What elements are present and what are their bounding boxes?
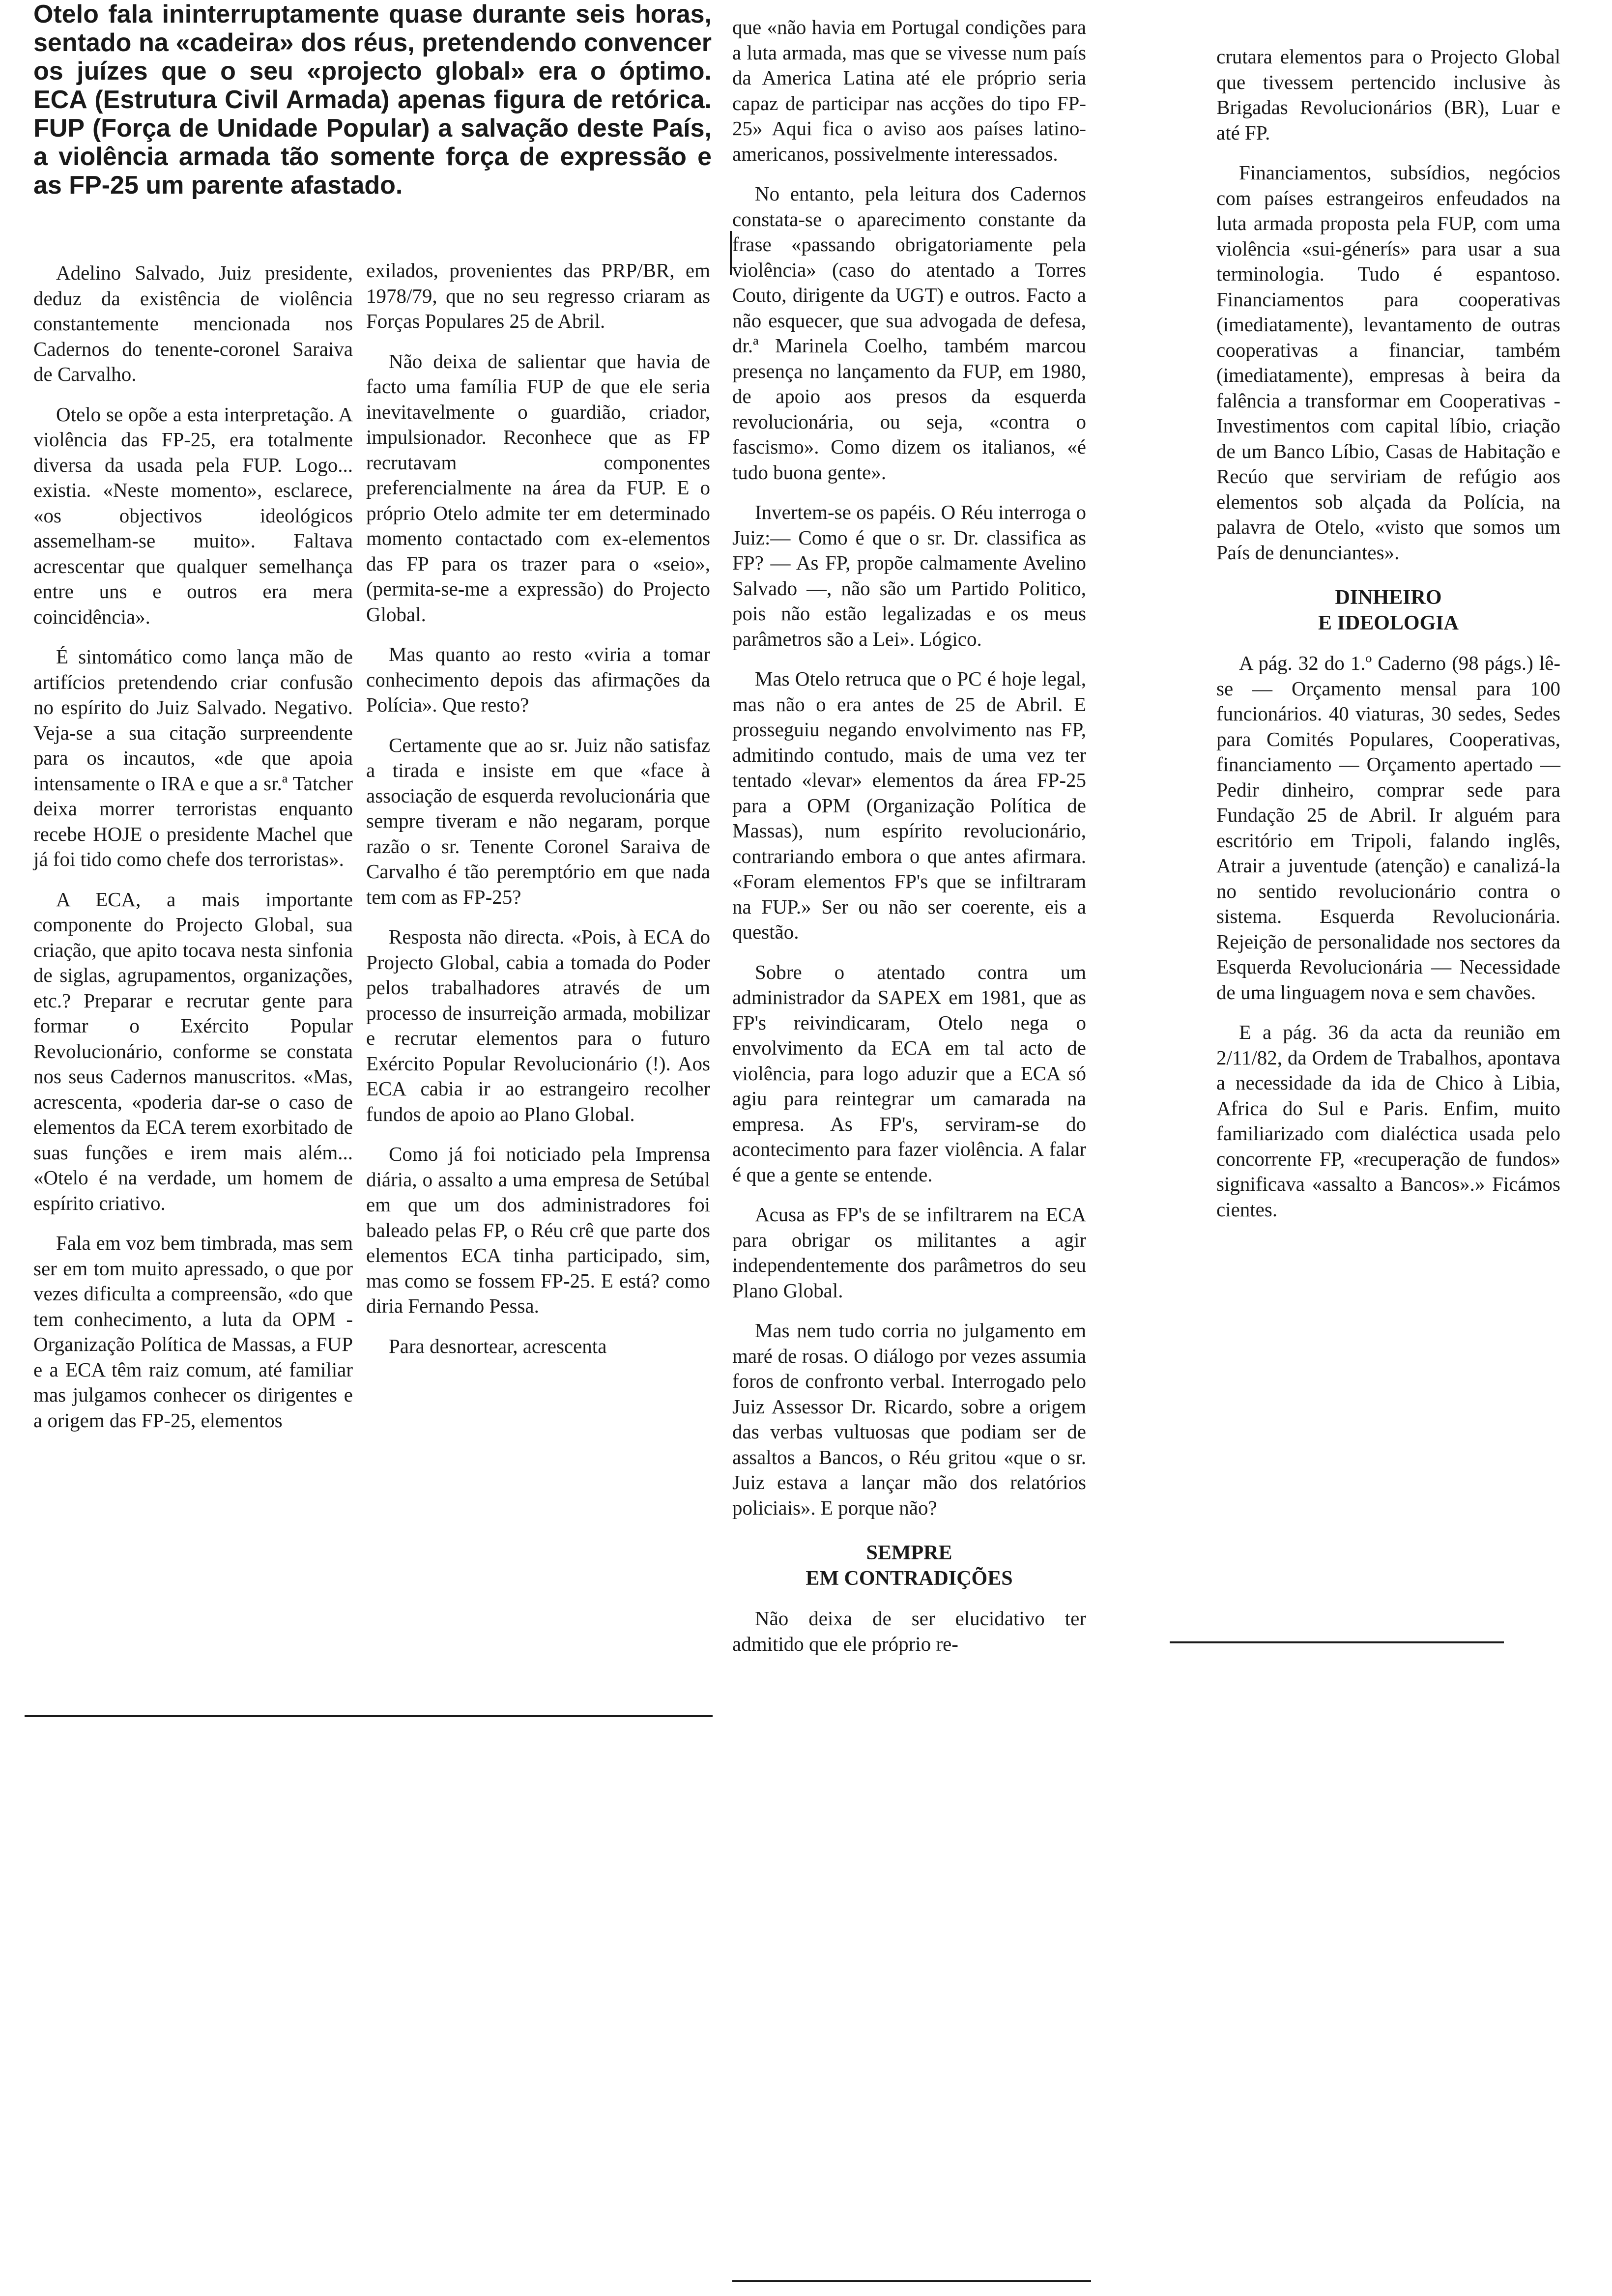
paragraph: E a pág. 36 da acta da reunião em 2/11/82, da Ordem de Trabalhos, apontava a necessidade da ida de Chico à Libia, Africa do Sul e Paris. Enfim, muito familiarizado com dialéctica usada pelo concorrente FP, «recuperação de fundos» significava «assalto a Bancos».» Ficámos cientes. (1216, 1021, 1560, 1221)
paragraph: Financiamentos, subsídios, negócios com países estrangeiros enfeudados na luta armada proposta pela FUP, com uma violência «sui-génerís» para usar a sua terminologia. Tudo é espantoso. Financiamentos para cooperativas (imediatamente), levantamento de outras cooperativas a financiar, também (imediatamente), empresas à beira da falência a transformar em Cooperativas - Investimentos com capital líbio, criação de um Banco Líbio, Casas de Habitação e Recúo que serviriam de refúgio aos elementos sob alçada da Polícia, na palavra de Otelo, «visto que somos um País de denunciantes». (1216, 161, 1560, 564)
column-4 (1216, 44, 1560, 1237)
column-1 (33, 260, 353, 1448)
paragraph: A ECA, a mais importante componente do Projecto Global, sua criação, que apito tocava nesta sinfonia de siglas, agrupamentos, organizações, etc.? Preparar e recrutar gente para formar o Exército Popular Revolucionário, conforme se constata nos seus Cadernos manuscritos. «Mas, acrescenta, «poderia dar-se o caso de elementos da ECA terem exorbitado de suas funções e irem mais além... «Otelo é na verdade, um homem de espírito criativo. (33, 888, 353, 1214)
paragraph: Invertem-se os papéis. O Réu interroga o Juiz:— Como é que o sr. Dr. classifica as FP? — As FP, propõe calmamente Avelino Salvado —, não são um Partido Politico, pois não estão legalizadas e os meus parâmetros são a Lei». Lógico. (732, 501, 1086, 650)
subheading-line: EM CONTRADIÇÕES (806, 1567, 1013, 1590)
lead-paragraph: Otelo fala ininterruptamente quase durante seis horas, sentado na «cadeira» dos réus, pretendendo convencer os juízes que o seu «projecto global» era o óptimo. ECA (Estrutura Civil Armada) apenas figura de retórica. FUP (Força de Unidade Popular) a salvação deste País, a violência armada tão somente força de expressão e as FP-25 um parente afastado. (33, 0, 712, 200)
paragraph: É sintomático como lança mão de artifícios pretendendo criar confusão no espírito do Juiz Salvado. Negativo. Veja-se a sua citação surpreendente para os incautos, «de que apoia intensamente o IRA e que a sr.ª Tatcher deixa morrer terroristas enquanto recebe HOJE o presidente Machel que já foi tido como chefe dos terroristas». (33, 645, 353, 870)
subheading-line: SEMPRE (866, 1542, 952, 1564)
subheading-line: E IDEOLOGIA (1318, 612, 1459, 634)
subheading-line: DINHEIRO (1335, 586, 1442, 609)
paragraph: Acusa as FP's de se infiltrarem na ECA para obrigar os militantes a agir independentemente dos parâmetros do seu Plano Global. (732, 1203, 1086, 1302)
paragraph: Mas nem tudo corria no julgamento em maré de rosas. O diálogo por vezes assumia foros de confronto verbal. Interrogado pelo Juiz Assessor Dr. Ricardo, sobre a origem das verbas vultuosas que podiam ser de assaltos a Bancos, o Réu gritou «que o sr. Juiz estava a lançar mão dos relatórios policiais». E porque não? (732, 1319, 1086, 1519)
paragraph: Resposta não directa. «Pois, à ECA do Projecto Global, cabia a tomada do Poder pelos trabalhadores através de um processo de insurreição armada, mobilizar e recrutar elementos para o futuro Exército Popular Revolucionário (!). Aos ECA cabia ir ao estrangeiro recolher fundos de apoio ao Plano Global. (366, 925, 710, 1125)
paragraph: crutara elementos para o Projecto Global que tivessem pertencido inclusive às Brigadas Revolucionários (BR), Luar e até FP. (1216, 45, 1560, 144)
bottom-rule-left (25, 1715, 713, 1717)
paragraph: Não deixa de ser elucidativo ter admitido que ele próprio re- (732, 1607, 1086, 1655)
paragraph: Mas quanto ao resto «viria a tomar conhecimento depois das afirmações da Polícia». Que resto? (366, 643, 710, 716)
paragraph: Sobre o atentado contra um administrador da SAPEX em 1981, que as FP's reivindicaram, Otelo nega o envolvimento da ECA em tal acto de violência, para logo aduzir que a ECA só agiu para reintegrar um camarada na empresa. As FP's, serviram-se do acontecimento para fazer violência. A falar é que a gente se entende. (732, 960, 1086, 1186)
paragraph: Para desnortear, acrescenta (389, 1334, 607, 1357)
column-divider (730, 231, 732, 275)
paragraph: Como já foi noticiado pela Imprensa diária, o assalto a uma empresa de Setúbal em que um dos administradores foi baleado pelas FP, o Réu crê que parte dos elementos ECA tinha participado, sim, mas como se fossem FP-25. E está? como diria Fernando Pessa. (366, 1143, 710, 1317)
paragraph: Certamente que ao sr. Juiz não satisfaz a tirada e insiste em que «face à associação de esquerda revolucionária que sempre tiveram e não negaram, porque razão o sr. Tenente Coronel Saraiva de Carvalho é tão peremptório em que nada tem com as FP-25? (366, 733, 710, 908)
paragraph: No entanto, pela leitura dos Cadernos constata-se o aparecimento constante da frase «passando obrigatoriamente pela violência» (caso do atentado a Torres Couto, dirigente da UGT) e outros. Facto a não esquecer, que sua advogada de defesa, dr.ª Marinela Coelho, também marcou presença no lançamento da FUP, em 1980, de apoio aos presos da esquerda revolucionária, ou seja, «contra o fascismo». Como dizem os italianos, «é tudo buona gente». (732, 182, 1086, 484)
paragraph: exilados, provenientes das PRP/BR, em 1978/79, que no seu regresso criaram as Forças Populares 25 de Abril. (366, 259, 710, 332)
column-2 (366, 258, 710, 1374)
paragraph: Não deixa de salientar que havia de facto uma família FUP de que ele seria inevitavelmente o guardião, criador, impulsionador. Reconhece que as FP recrutavam componentes preferencialmente na área da FUP. E o próprio Otelo admite ter em determinado momento contactado com ex-elementos das FP para os trazer para o «seio», (permita-se-me a expressão) do Projecto Global. (366, 349, 710, 626)
paragraph: Mas Otelo retruca que o PC é hoje legal, mas não o era antes de 25 de Abril. E prosseguiu negando envolvimento nas FP, admitindo contudo, mais de uma vez ter tentado «levar» elementos da área FP-25 para a OPM (Organização Política de Massas), num espírito revolucionário, contrariando embora o que antes afirmara. «Foram elementos FP's que se infiltraram na FUP.» Ser ou não ser coerente, eis a questão. (732, 667, 1086, 943)
paragraph: Otelo se opõe a esta interpretação. A violência das FP-25, era totalmente diversa da usada pela FUP. Logo... existia. «Neste momento», esclarece, «os objectivos ideológicos assemelham-se muito». Faltava acrescentar que qualquer semelhança entre uns e outros era mera coincidência». (33, 402, 353, 628)
bottom-rule-right (1170, 1641, 1504, 1643)
paragraph: A pág. 32 do 1.º Caderno (98 págs.) lê-se — Orçamento mensal para 100 funcionários. 40 viaturas, 30 sedes, Sedes para Comités Populares, Cooperativas, financiamento — Orçamento apertado — Pedir dinheiro, comprar sede para Fundação 25 de Abril. Ir alguém para escritório em Tripoli, falando inglês, Atrair a juventude (atenção) e canalizá-la no sentido revolucionário contra o sistema. Esquerda Revolucionária. Rejeição de personalidade nos sectores da Esquerda Revolucionária — Necessidade de uma linguagem nova e sem chavões. (1216, 652, 1560, 1004)
paragraph: Fala em voz bem timbrada, mas sem ser em tom muito apressado, o que por vezes dificulta a compreensão, «do que tem conhecimento, a luta da OPM - Organização Política de Massas, a FUP e a ECA têm raiz comum, até familiar mas julgamos conhecer os dirigentes e a origem das FP-25, elementos (33, 1232, 353, 1432)
paragraph: que «não havia em Portugal condições para a luta armada, mas que se vivesse num país da America Latina até ele próprio seria capaz de participar nas acções do tipo FP-25» Aqui fica o aviso aos países latino-americanos, possivelmente interessados. (732, 16, 1086, 165)
column-3 (732, 15, 1086, 1671)
subheading-dinheiro (1216, 585, 1560, 636)
subheading-contradicoes (732, 1540, 1086, 1591)
paragraph: Adelino Salvado, Juiz presidente, deduz da existência de violência constantemente mencionada nos Cadernos do tenente-coronel Saraiva de Carvalho. (33, 261, 353, 385)
bottom-rule-middle (732, 2280, 1091, 2282)
